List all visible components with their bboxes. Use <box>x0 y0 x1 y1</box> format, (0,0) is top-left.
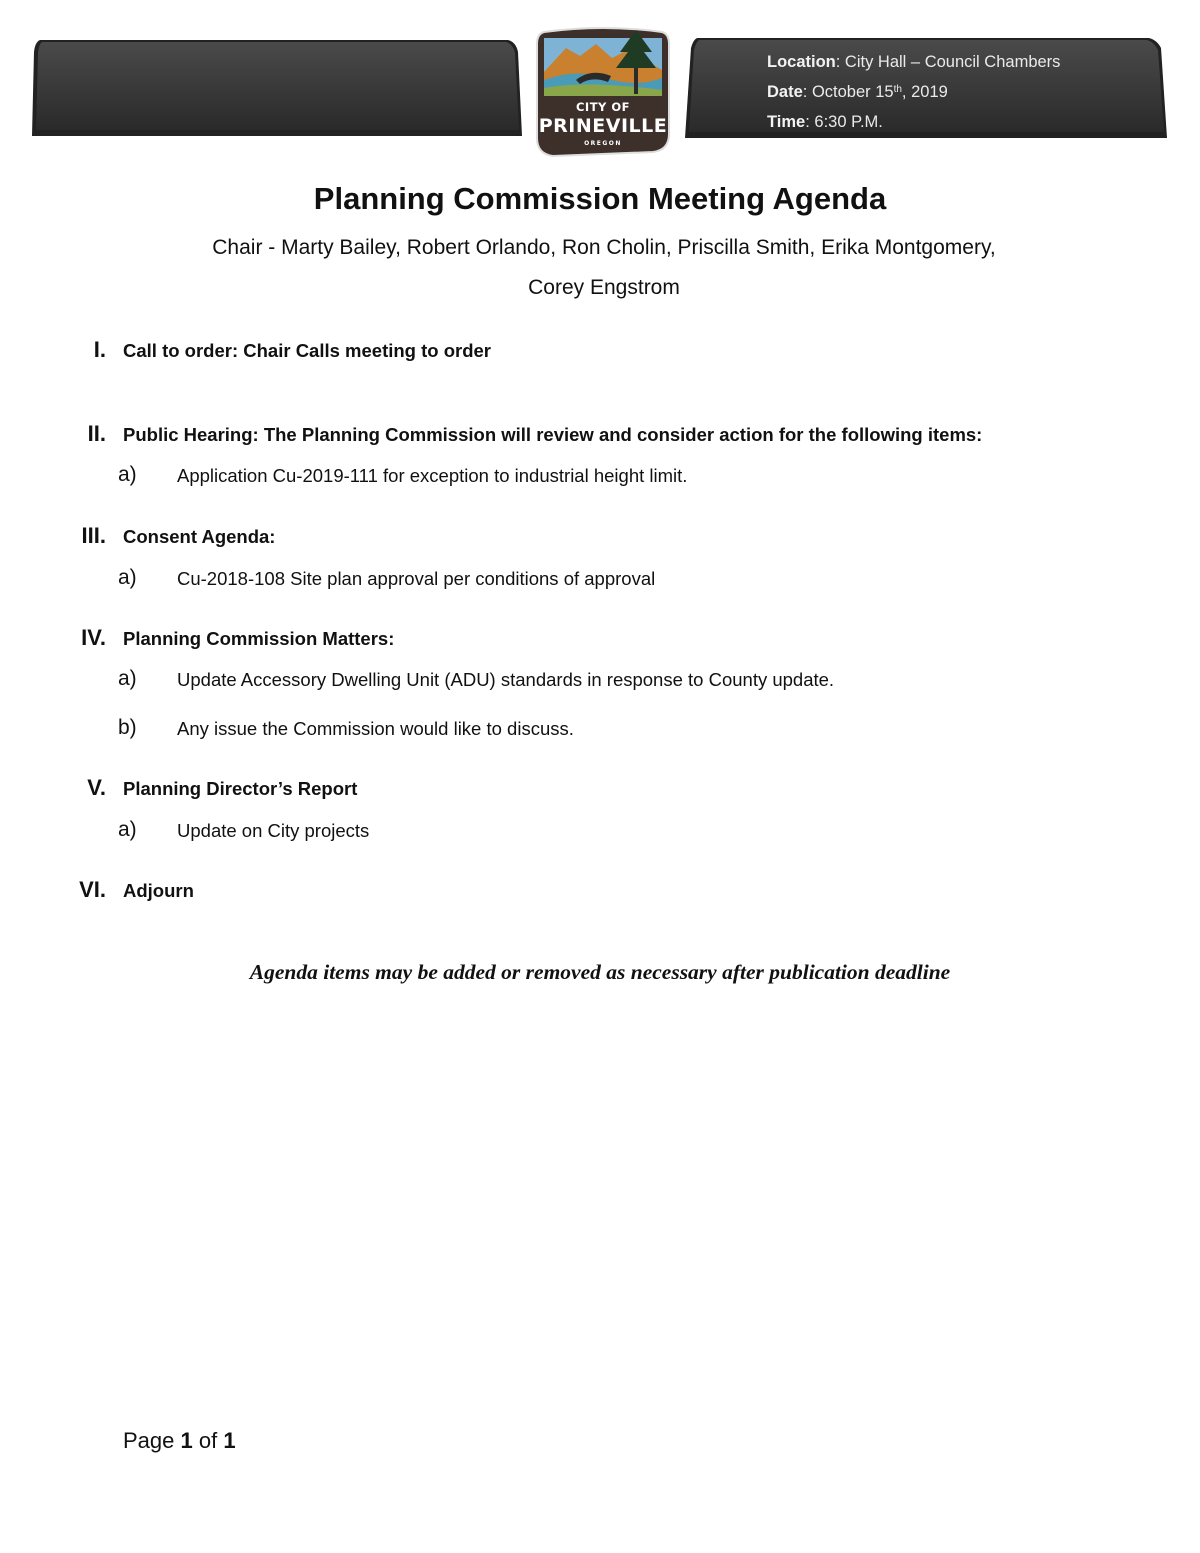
location-label: Location <box>767 53 836 71</box>
total-pages: 1 <box>223 1428 236 1453</box>
of-word: of <box>198 1428 218 1453</box>
section-label: Consent Agenda: <box>123 526 276 547</box>
date-suffix: th <box>893 84 902 95</box>
publication-note: Agenda items may be added or removed as necessary after publication deadline <box>249 960 951 984</box>
page-number <box>123 1428 236 1454</box>
section-label: Adjourn <box>123 880 194 901</box>
section-label: Planning Director’s Report <box>123 778 358 799</box>
section-numeral: III. <box>81 523 106 548</box>
logo-name: PRINEVILLE <box>538 115 668 137</box>
section-label: Planning Commission Matters: <box>123 628 395 649</box>
date-line: Date: October 15th, 2019 <box>767 83 948 101</box>
city-logo <box>516 22 690 162</box>
page-word: Page <box>123 1428 175 1453</box>
item-letter: a) <box>118 667 137 690</box>
date-year: , 2019 <box>901 83 948 101</box>
item-text: Cu-2018-108 Site plan approval per conditions of approval <box>177 568 656 589</box>
commission-members <box>120 228 1088 308</box>
section-numeral: I. <box>93 337 106 362</box>
item-letter: a) <box>118 818 137 841</box>
item-text: Any issue the Commission would like to discuss. <box>177 718 574 739</box>
section-numeral: IV. <box>81 625 106 650</box>
time-line: Time: 6:30 P.M. <box>767 113 883 131</box>
section-numeral: II. <box>87 421 106 446</box>
current-page: 1 <box>180 1428 193 1453</box>
page-title: Planning Commission Meeting Agenda <box>313 181 887 216</box>
section-label: Call to order: Chair Calls meeting to order <box>123 340 492 361</box>
item-text: Application Cu-2019-111 for exception to industrial height limit. <box>177 465 688 486</box>
logo-state: OREGON <box>584 140 622 147</box>
time-label: Time <box>767 113 806 131</box>
item-letter: a) <box>118 566 137 589</box>
header-banner-left <box>30 40 525 140</box>
item-letter: b) <box>118 716 137 739</box>
date-label: Date <box>767 83 803 101</box>
item-letter: a) <box>118 463 137 486</box>
date-value: October 15 <box>811 83 894 101</box>
location-value: City Hall – Council Chambers <box>844 53 1061 71</box>
item-text: Update on City projects <box>177 820 370 841</box>
header-banner-right <box>683 38 1170 142</box>
section-numeral: VI. <box>79 877 106 902</box>
location-line: Location: City Hall – Council Chambers <box>767 53 1061 71</box>
section-numeral: V. <box>87 775 106 800</box>
logo-city-of: CITY OF <box>575 100 631 114</box>
time-value: 6:30 P.M. <box>814 113 883 131</box>
members-line-2: Corey Engstrom <box>528 276 680 299</box>
item-text: Update Accessory Dwelling Unit (ADU) standards in response to County update. <box>177 669 835 690</box>
meeting-info <box>767 47 1060 137</box>
members-line-1: Chair - Marty Bailey, Robert Orlando, Ron Cholin, Priscilla Smith, Erika Montgomery, <box>212 236 996 259</box>
section-label: Public Hearing: The Planning Commission will review and consider action for the following items: <box>123 424 983 445</box>
